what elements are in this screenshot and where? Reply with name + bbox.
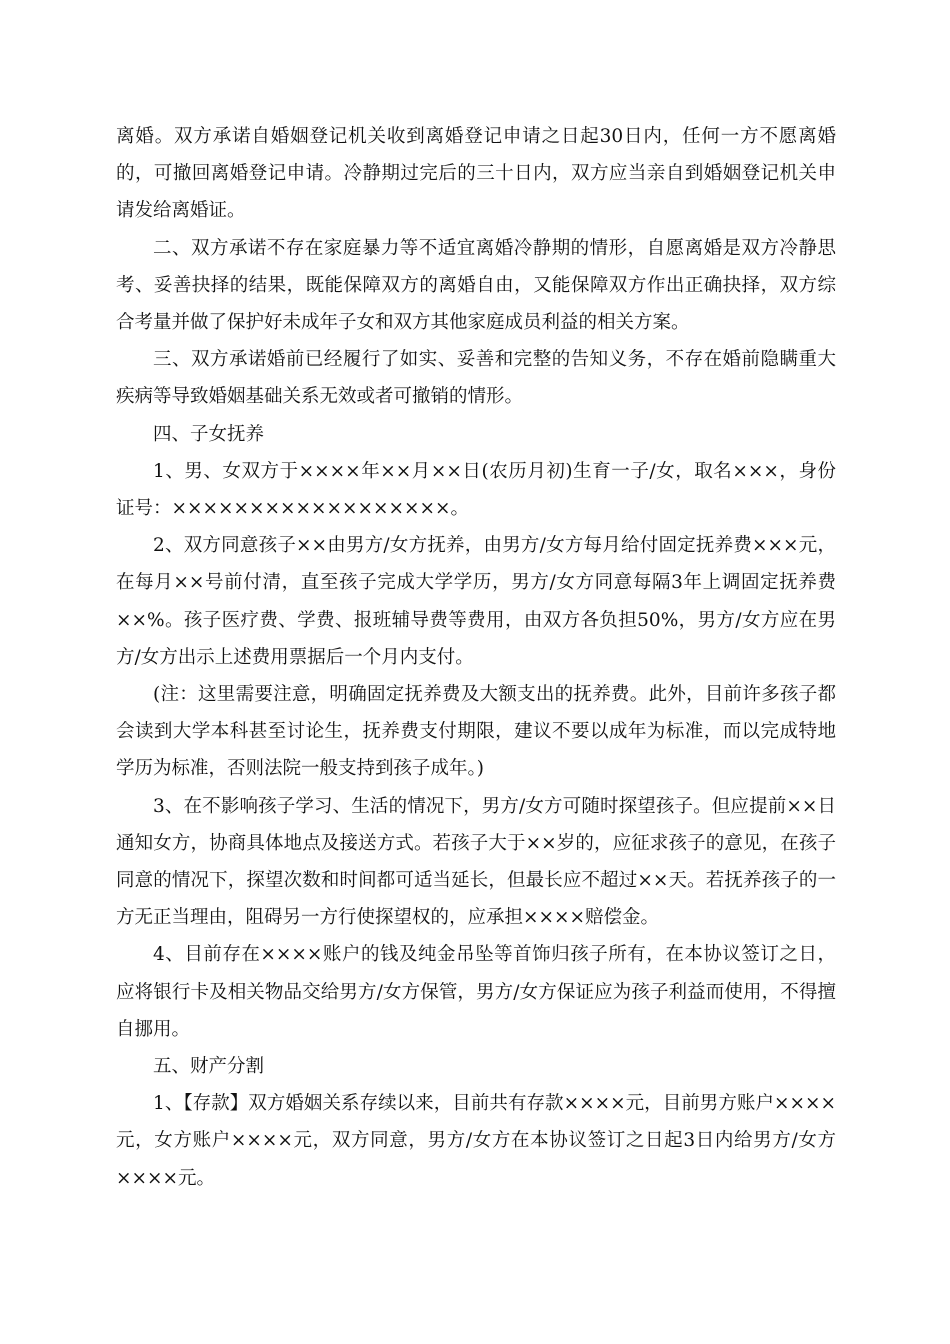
paragraph-continuation: 离婚。双方承诺自婚姻登记机关收到离婚登记申请之日起30日内，任何一方不愿离婚的，可撤回离婚登记申请。冷静期过完后的三十日内，双方应当亲自到婚姻登记机关申请发给离婚证。: [116, 126, 836, 222]
paragraph-custody-note: (注：这里需要注意，明确固定抚养费及大额支出的抚养费。此外，目前许多孩子都会读到大学本科甚至讨论生，抚养费支付期限，建议不要以成年为标准，而以完成特地学历为标准，否则法院一般支持到孩子成年。): [116, 684, 836, 780]
document-body: [116, 118, 836, 1197]
paragraph-clause-three: 三、双方承诺婚前已经履行了如实、妥善和完整的告知义务，不存在婚前隐瞒重大疾病等导致婚姻基础关系无效或者可撤销的情形。: [116, 349, 836, 408]
paragraph-custody-item-4: 4、目前存在××××账户的钱及纯金吊坠等首饰归孩子所有，在本协议签订之日，应将银行卡及相关物品交给男方/女方保管，男方/女方保证应为孩子利益而使用，不得擅自挪用。: [116, 944, 836, 1040]
paragraph-custody-item-2: 2、双方同意孩子××由男方/女方抚养，由男方/女方每月给付固定抚养费×××元，在每月××号前付清，直至孩子完成大学学历，男方/女方同意每隔3年上调固定抚养费××%。孩子医疗费、学费、报班辅导费等费用，由双方各负担50%，男方/女方应在男方/女方出示上述费用票据后一个月内支付。: [116, 535, 836, 668]
section-heading-property-division: 五、财产分割: [153, 1056, 265, 1078]
paragraph-custody-item-1: 1、男、女双方于××××年××月××日(农历月初)生育一子/女，取名×××，身份证号：××××××××××××××××××。: [116, 460, 836, 520]
paragraph-property-item-1: 1、【存款】双方婚姻关系存续以来，目前共有存款××××元，目前男方账户××××元，女方账户××××元，双方同意，男方/女方在本协议签订之日起3日内给男方/女方××××元。: [116, 1093, 836, 1189]
paragraph-clause-two: 二、双方承诺不存在家庭暴力等不适宜离婚冷静期的情形，自愿离婚是双方冷静思考、妥善抉择的结果，既能保障双方的离婚自由，又能保障双方作出正确抉择，双方综合考量并做了保护好未成年子女和双方其他家庭成员利益的相关方案。: [116, 237, 836, 334]
paragraph-custody-item-3: 3、在不影响孩子学习、生活的情况下，男方/女方可随时探望孩子。但应提前××日通知女方，协商具体地点及接送方式。若孩子大于××岁的，应征求孩子的意见，在孩子同意的情况下，探望次数和时间都可适当延长，但最长应不超过××天。若抚养孩子的一方无正当理由，阻碍另一方行使探望权的，应承担××××赔偿金。: [116, 795, 836, 929]
section-heading-child-custody: 四、子女抚养: [153, 423, 265, 445]
